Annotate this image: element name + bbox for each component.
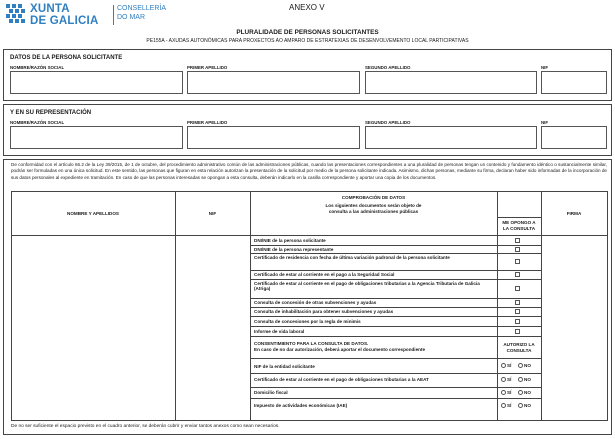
col-header-oppose-line1: ME OPONGO A [502,220,536,225]
applicant-surname2-label: SEGUNDO APELLIDO [365,65,411,70]
authorize-header-line1: AUTORIZO LA [503,342,535,347]
consent-no-label: NO [524,363,531,368]
applicant-surname2-field[interactable] [365,71,537,94]
table-col-divider-check [250,191,251,420]
consent-row-text: NIF de la entidad solicitante [254,364,315,369]
representative-nif-field[interactable] [541,126,607,149]
consent-yes-label: SÍ [507,377,512,382]
row-divider [250,307,541,308]
applicant-name-label: NOMBRE/RAZÓN SOCIAL [10,65,65,70]
person-nif-cell[interactable] [176,236,250,420]
consent-yes-radio[interactable] [501,377,506,382]
oppose-checkbox[interactable] [515,247,520,252]
logo-text-galicia: DE GALICIA [30,15,99,27]
row-divider [250,245,541,246]
annex-label: ANEXO V [289,3,325,12]
logo-text-xunta: XUNTA [30,3,70,15]
consent-row-text: Impuesto de actividades económicas (IAE) [254,403,348,408]
consent-yes-radio[interactable] [501,390,506,395]
consent-no-radio[interactable] [518,403,523,408]
person-signature-cell[interactable] [542,236,607,420]
oppose-checkbox[interactable] [515,272,520,277]
consent-subtitle: En caso de no dar autorización, deberá aportar el documento correspondiente [254,347,426,352]
oppose-checkbox[interactable] [515,238,520,243]
consent-yes-label: SÍ [507,363,512,368]
applicant-surname1-field[interactable] [187,71,360,94]
col-header-name: NOMBRE Y APELLIDOS [67,211,119,216]
logo-separator [113,5,114,25]
consent-title: CONSENTIMIENTO PARA LA CONSULTA DE DATOS. [254,341,369,346]
oppose-header-underline [497,217,541,218]
table-right-border [607,191,608,420]
consent-yes-label: SÍ [507,390,512,395]
consent-no-radio[interactable] [518,390,523,395]
oppose-checkbox[interactable] [515,309,520,314]
doc-row-text: Consulta de concesión de otras subvenciones y ayudas [254,300,377,305]
doc-row-text: DNI/NIE de la persona solicitante [254,238,326,243]
consent-no-label: NO [524,377,531,382]
oppose-checkbox[interactable] [515,319,520,324]
department-line2: DO MAR [117,14,145,21]
authorize-header-line2: CONSULTA [506,348,532,353]
representative-surname1-label: PRIMER APELLIDO [187,120,228,125]
footer-note: De no ser suficiente el espacio previsto en el cuadro anterior, se deberán cubrir y enviar tantos anexos como sean necesarios. [11,424,280,429]
xunta-logo [5,3,165,29]
representative-name-label: NOMBRE/RAZÓN SOCIAL [10,120,65,125]
applicant-nif-field[interactable] [541,71,607,94]
legal-notice: De conformidad con el artículo 66.2 de la Ley 39/2015, de 1 de octubre, del procedimiento administrativo común de las administraciones públicas, cuando las presentaciones correspondientes a una pluralidad de personas tengan un contenido y fundamento idéntico o sustancialmente similar, podrán ser formuladas en una única solicitud. En este sentido, las personas que figuran en esta relación autorizan la presentación de la solicitud por medio de la persona solicitante indicada. Asimismo, dichas personas, mediante su firma, declaran haber sido informadas de la incorporación de sus datos personales al expediente en tramitación. En caso de que las personas interesadas se opongan a esta consulta, deberán indicarlo en la casilla correspondiente y aportar una copia de los documentos. [11,162,607,180]
oppose-checkbox[interactable] [515,259,520,264]
table-top-border [11,191,608,192]
row-divider [250,326,541,327]
doc-row-text: Certificado de estar al corriente en el pago de obligaciones tributarias a la Agencia Tributaria de Galicia (Atriga) [254,281,480,292]
document-title: PLURALIDADE DE PERSONAS SOLICITANTES [236,29,379,36]
row-divider [250,387,541,388]
row-divider [250,398,541,399]
doc-row-text: Informe de vida laboral [254,329,305,334]
row-divider [250,270,541,271]
consent-no-radio[interactable] [518,363,523,368]
row-divider [250,279,541,280]
consent-no-label: NO [524,390,531,395]
col-header-check-title: COMPROBACIÓN DE DATOS [341,195,406,200]
doc-row-text: DNI/NIE de la persona representante [254,247,334,252]
col-header-sign: FIRMA [566,211,582,216]
oppose-checkbox[interactable] [515,329,520,334]
representative-section-title: Y EN SU REPRESENTACIÓN [10,110,92,116]
section-divider [250,336,541,337]
representative-surname2-label: SEGUNDO APELLIDO [365,120,411,125]
col-header-oppose-line2: LA CONSULTA [502,226,536,231]
col-header-check-sub2: consulta a las administraciones públicas [328,209,419,214]
doc-row-text: Consulta de concesiones por la regla de minimis [254,319,361,324]
doc-row-text: Certificado de residencia con fecha de última variación padronal de la persona solicitante [254,255,450,260]
applicant-surname1-label: PRIMER APELLIDO [187,65,228,70]
applicant-section-title: DATOS DE LA PERSONA SOLICITANTE [10,55,123,61]
representative-name-field[interactable] [10,126,183,149]
col-header-check-sub1: Los siguientes documentos serán objeto de [325,203,422,208]
row-divider [250,316,541,317]
document-subtitle: PE155A - AXUDAS AUTONÓMICAS PARA PROXECTOS AO AMPARO DE ESTRATEXIAS DE DESENVOLVEMENTO LOCAL PARTICIPATIVAS [146,38,469,44]
table-bottom-border [11,420,608,421]
row-divider [250,373,541,374]
applicant-nif-label: NIF [541,65,549,70]
consent-no-radio[interactable] [518,377,523,382]
consent-yes-label: SÍ [507,403,512,408]
row-divider [250,253,541,254]
consent-row-text: Domicilio fiscal [254,390,288,395]
representative-nif-label: NIF [541,120,549,125]
row-divider [250,358,541,359]
representative-surname1-field[interactable] [187,126,360,149]
person-name-cell[interactable] [12,236,175,420]
col-header-nif: NIF [208,211,217,216]
oppose-checkbox[interactable] [515,286,520,291]
oppose-checkbox[interactable] [515,300,520,305]
department-line1: CONSELLERÍA [117,5,167,12]
consent-row-text: Certificado de estar al corriente en el pago de obligaciones tributarias a la AEAT [254,377,429,382]
applicant-name-field[interactable] [10,71,183,94]
representative-surname2-field[interactable] [365,126,537,149]
consent-no-label: NO [524,403,531,408]
consent-yes-radio[interactable] [501,363,506,368]
consent-yes-radio[interactable] [501,403,506,408]
row-divider [250,298,541,299]
xunta-emblem-icon [5,3,27,27]
doc-row-text: Certificado de estar al corriente en el pago a la Seguridad Social [254,272,395,277]
doc-row-text: Consulta de inhabilitación para obtener subvenciones y ayudas [254,309,394,314]
